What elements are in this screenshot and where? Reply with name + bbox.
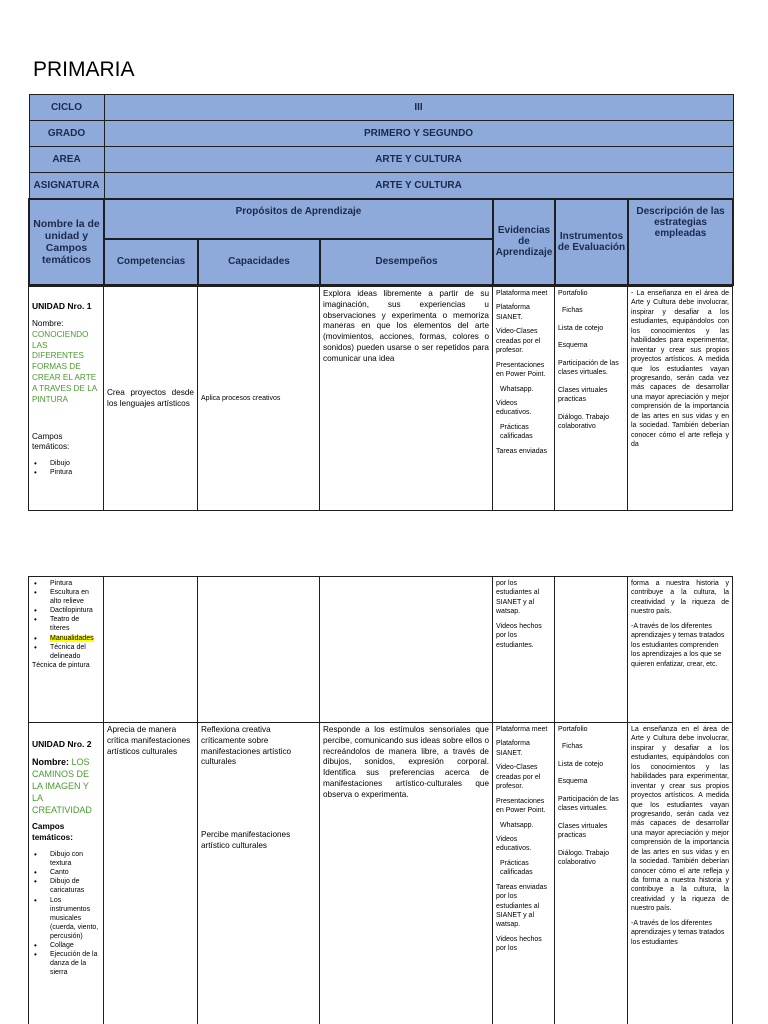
col-desempenos-header: Desempeños <box>320 239 493 285</box>
unit2-campos-label: Campos temáticos: <box>32 822 73 843</box>
list-item: Clases virtuales practicas <box>558 822 608 840</box>
list-item: Tareas enviadas <box>496 447 547 455</box>
list-item: Plataforma meet <box>496 290 548 297</box>
unit2-competencia-cell <box>104 723 198 1024</box>
list-item: • Pintura <box>32 579 100 588</box>
unit1-capacidad-cell <box>198 287 320 511</box>
col-unit-header: Nombre la de unidad y Campos temáticos <box>29 199 104 285</box>
empty-cell <box>555 577 628 723</box>
unit1-desempeno-cell <box>320 287 493 511</box>
unit1-evidencias-cell <box>493 287 555 511</box>
unit2-row <box>29 723 733 1024</box>
unit1-desempeno: Explora ideas libremente a partir de su imaginación, sus experiencias u observaciones y experimenta o memoriza maneras en que los elementos del arte (movimientos, acciones, formas, colores o sonidos) pueden usarse o ser repetidos para comunicar una idea <box>323 289 489 363</box>
unit1-name-cell <box>29 287 104 511</box>
empty-cell <box>104 577 198 723</box>
unit2-capacidad1: Reflexiona creativa críticamente sobre manifestaciones artístico culturales <box>201 725 292 767</box>
page-title: PRIMARIA <box>33 58 135 81</box>
list-item: Prácticas calificadas <box>500 423 533 441</box>
unit1-campos-label: Campos temáticos: <box>32 431 70 452</box>
list-item: • Dibujo de caricaturas <box>32 877 100 895</box>
unit2-desempeno: Responde a los estímulos sensoriales que percibe, comunicando sus ideas sobre ellos o recreándolos de manera libre, a través de dibujos, sonidos, expresión corporal. Identifica sus preferencias acerca de manifestaciones artístico-culturales que observa o experimenta. <box>323 725 489 799</box>
header-row-asignatura <box>29 173 733 199</box>
value-grado: PRIMERO Y SEGUNDO <box>104 121 733 147</box>
unit1-cont-descripcion-cell <box>628 577 733 723</box>
unit2-table <box>28 722 733 1024</box>
list-item: • Dibujo con textura <box>32 850 100 868</box>
list-item: Video-Clases creadas por el profesor. <box>496 764 541 791</box>
unit2-title: UNIDAD Nro. 2 <box>32 739 92 749</box>
list-item: Whatsapp. <box>500 385 534 393</box>
list-item: • Ejecución de la danza de la sierra <box>32 950 100 977</box>
col-instrumentos-header: Instrumentos de Evaluación <box>555 199 628 285</box>
unit1-table <box>28 286 733 511</box>
list-item: Lista de cotejo <box>558 760 604 768</box>
list-item: Portafolio <box>558 290 588 297</box>
list-item: Plataforma SIANET. <box>496 740 530 757</box>
list-item: Videos educativos. <box>496 399 532 417</box>
list-item: Diálogo. Trabajo colaborativo <box>558 413 609 430</box>
label-grado: GRADO <box>29 121 104 147</box>
unit1-descripcion-cell <box>628 287 733 511</box>
list-item: Plataforma SIANET. <box>496 304 530 321</box>
unit1-name: CONOCIENDO LAS DIFERENTES FORMAS DE CREAR EL ARTE A TRAVES DE LA PINTURA <box>32 329 97 404</box>
col-descripcion-header: Descripción de las estrategias empleadas <box>628 199 733 285</box>
unit2-name: LOS CAMINOS DE LA IMAGEN Y LA CREATIVIDAD <box>32 757 92 815</box>
empty-cell <box>198 577 320 723</box>
list-item: Presentaciones en Power Point. <box>496 797 546 815</box>
unit1-descripcion: - La enseñanza en el área de Arte y Cultura debe involucrar, inspirar y desafiar a los estudiantes, equipándolos con los conocimientos y las habilidades para experimentar, inventar y crear sus propios proyectos artísticos. A medida que los estudiantes vayan progresando, serán cada vez más capaces de desarrollar una mayor apreciación y mejor comprensión de la importancia de las artes en sus vidas y en la sociedad. También deberían conocer cómo el arte refleja y da <box>631 290 729 448</box>
list-item: Plataforma meet <box>496 726 548 733</box>
header-table <box>28 94 734 286</box>
unit1-name-label: Nombre: <box>32 319 64 328</box>
unit1-campos-list <box>32 459 100 477</box>
list-item: Videos hechos por los <box>496 935 542 953</box>
unit1-cont-campos-extra: Técnica de pintura <box>32 661 90 669</box>
list-item: • Escultura en alto relieve <box>32 588 100 606</box>
list-item: Video-Clases creadas por el profesor. <box>496 328 541 355</box>
unit1-cont-campos-list <box>32 579 100 661</box>
label-asignatura: ASIGNATURA <box>29 173 104 199</box>
value-asignatura: ARTE Y CULTURA <box>104 173 733 199</box>
unit2-capacidad-cell <box>198 723 320 1024</box>
list-item: Participación de las clases virtuales. <box>558 795 619 813</box>
unit2-name-cell <box>29 723 104 1024</box>
list-item: Prácticas calificadas <box>500 859 533 877</box>
unit1-capacidad: Aplica procesos creativos <box>201 394 281 402</box>
unit2-desempeno-cell <box>320 723 493 1024</box>
list-item: Diálogo. Trabajo colaborativo <box>558 849 609 866</box>
unit1-cont-descripcion: forma a nuestra historia y contribuye a la cultura, la creatividad y la riqueza de nuestro país. <box>631 580 729 616</box>
header-row-ciclo <box>29 95 733 121</box>
unit2-capacidad2: Percibe manifestaciones artístico culturales <box>201 830 291 851</box>
list-item: • Collage <box>32 941 100 950</box>
list-item: Esquema <box>558 778 588 786</box>
list-item <box>32 634 100 643</box>
unit2-descripcion: La enseñanza en el área de Arte y Cultura debe involucrar, inspirar y desafiar a los estudiantes, equipándolos con los conocimientos y las habilidades para experimentar, inventar y crear sus propios proyectos artísticos. A medida que los estudiantes vayan progresando, serán cada vez más capaces de desarrollar una mayor apreciación y mejor comprensión de la importancia de las artes en sus vidas y en la sociedad. También deberían conocer cómo el arte refleja y da forma a nuestra historia y contribuye a la cultura, la creatividad y la riqueza de nuestro país. <box>631 726 729 913</box>
list-item: Presentaciones en Power Point. <box>496 361 546 379</box>
unit1-competencia: Crea proyectos desde los lenguajes artísticos <box>107 387 194 408</box>
list-item: • Canto <box>32 868 100 877</box>
unit1-cont-table <box>28 576 733 723</box>
unit1-instrumentos-cell <box>555 287 628 511</box>
unit1-cont-row <box>29 577 733 723</box>
unit2-campos-list <box>32 850 100 977</box>
unit1-competencia-cell <box>104 287 198 511</box>
unit1-cont-evidencias2: Videos hechos por los estudiantes. <box>496 622 542 649</box>
value-area: ARTE Y CULTURA <box>104 147 733 173</box>
unit2-descripcion2: -A través de los diferentes aprendizajes y temas tratados los estudiantes <box>631 919 725 946</box>
value-ciclo: III <box>104 95 733 121</box>
highlight: Manualidades <box>50 634 94 642</box>
list-item: Fichas <box>562 743 583 751</box>
list-item: • Teatro de títeres <box>32 615 100 633</box>
list-item: Lista de cotejo <box>558 324 604 332</box>
col-purposes-header: Propósitos de Aprendizaje <box>104 199 493 239</box>
header-row-grado <box>29 121 733 147</box>
label-area: AREA <box>29 147 104 173</box>
unit1-cont-evidencias: por los estudiantes al SIANET y al watsap. <box>496 580 540 616</box>
list-item: Whatsapp. <box>500 821 534 829</box>
list-item: Fichas <box>562 307 583 315</box>
list-item: • Dibujo <box>32 459 100 468</box>
unit2-competencia: Aprecia de manera crítica manifestaciones artísticos culturales <box>107 725 191 756</box>
unit1-title: UNIDAD Nro. 1 <box>32 301 92 311</box>
unit1-cont-campos-cell <box>29 577 104 723</box>
unit2-descripcion-cell <box>628 723 733 1024</box>
unit2-name-label: Nombre: <box>32 757 70 767</box>
header-row-columns-top <box>29 199 733 239</box>
col-evidencias-header: Evidencias de Aprendizaje <box>493 199 555 285</box>
unit1-cont-descripcion2: -A través de los diferentes aprendizajes y temas tratados los estudiantes comprenden los aprendizajes a los que se quieren enfatizar, crear, etc. <box>631 622 725 668</box>
label-ciclo: CICLO <box>29 95 104 121</box>
list-item: Tareas enviadas por los estudiantes al SIANET y al watsap. <box>496 883 547 929</box>
list-item: Participación de las clases virtuales. <box>558 359 619 377</box>
list-item: • Técnica del delineado <box>32 643 100 661</box>
col-competencias-header: Competencias <box>104 239 198 285</box>
header-row-area <box>29 147 733 173</box>
list-item: Esquema <box>558 342 588 350</box>
list-item: • Dactilopintura <box>32 606 100 615</box>
unit2-instrumentos-cell <box>555 723 628 1024</box>
col-capacidades-header: Capacidades <box>198 239 320 285</box>
unit1-row <box>29 287 733 511</box>
list-item: • Pintura <box>32 468 100 477</box>
list-item: Portafolio <box>558 726 588 733</box>
empty-cell <box>320 577 493 723</box>
list-item: Videos educativos. <box>496 835 532 853</box>
unit1-cont-evidencias-cell <box>493 577 555 723</box>
list-item: • Los instrumentos musicales (cuerda, viento, percusión) <box>32 896 100 941</box>
unit2-evidencias-cell <box>493 723 555 1024</box>
list-item: Clases virtuales practicas <box>558 386 608 404</box>
